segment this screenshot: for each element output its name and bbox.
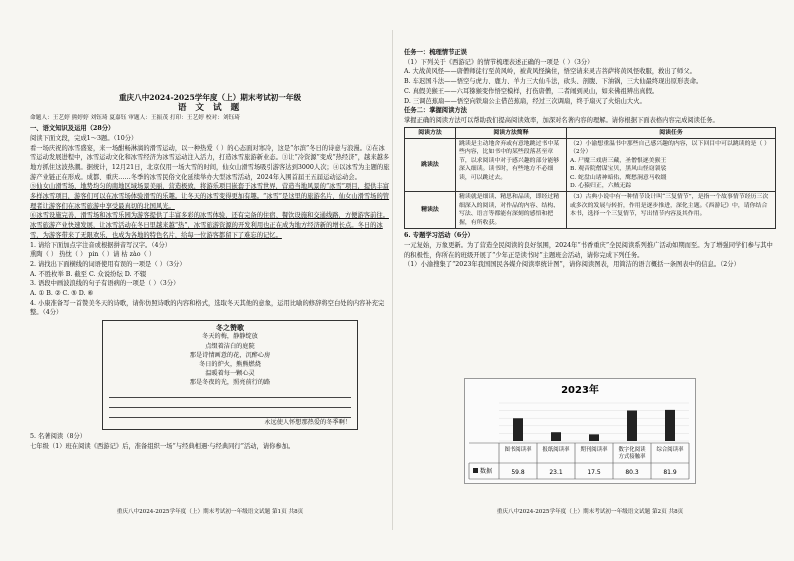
table-row xyxy=(405,139,776,192)
method-name: 精读法 xyxy=(405,192,456,229)
task-option[interactable]: C. 蛇盘山诸神暗佑，鹰愁涧意马收缰 xyxy=(570,174,667,181)
poem-line: 那是诗情画意的花，沉醉心房 xyxy=(189,351,271,359)
value-label: 81.9 xyxy=(663,469,677,476)
category-label: 方式接触率 xyxy=(618,454,646,460)
question-2-options[interactable]: A. 不胜枚举 B. 截至 C. 众说纷纭 D. 不辍 xyxy=(30,270,147,278)
value-label: 17.5 xyxy=(587,469,601,476)
section-one-heading: 一、语文知识及运用（28分） xyxy=(30,125,115,133)
answer-line[interactable] xyxy=(109,388,351,398)
poem-line: 冬日的炉火，熊熊燃烧 xyxy=(199,360,261,368)
value-label: 23.1 xyxy=(549,469,563,476)
method-task: （3）古典小说中有一种情节设计叫“三复情节”，是指一个故事情节经历三次或多次的发展与转折，作用是逐步推进，深化主题。《西游记》中，请你结合本书，选择一个三复情节，写出情节内容及其作用。 xyxy=(567,192,776,229)
table-row xyxy=(405,192,776,229)
question-1: 1. 请给下面加点字注音或根据拼音写汉字。（4分） xyxy=(30,241,172,249)
page-two xyxy=(404,48,776,518)
passage-paragraph-3: ⑥冰雪设施完善，滑雪场和冰雪乐园为游客提供了丰富多彩的冰雪体验，还有完备的住宿、餐饮设施和交通线路，方便游客前往。冰雪旅游产业快速发展，让冰雪活动在冬日里越来越“热”，冰雪旅游资源的开发利用也正在成为地方经济新的增长点。冬日的冰雪，为游客带来了无限欢乐，也成为各地的特色名片，给每一位游客都留下了难忘的记忆。 xyxy=(30,212,389,239)
page-footer: 重庆八中2024-2025学年度（上）期末考试初一年级语文试题 第2页 共8页 xyxy=(496,509,684,516)
page-footer: 重庆八中2024-2025学年度（上）期末考试初一年级语文试题 第1页 共8页 xyxy=(116,509,304,516)
poem-last-line: 永远使人怀想那热爱的冬季啊！ xyxy=(264,418,351,426)
task-text: （2）小渝想重温书中那些自己感兴趣的内容，以下回目中可以跳读的是（ ）（2分） xyxy=(570,141,771,156)
option-a[interactable]: A. 大战黄风怪——唐僧师徒行至黄风岭，被黄风怪擒住，悟空请来灵吉菩萨将黄风怪收服，救出了师父。 xyxy=(404,68,696,76)
page-one xyxy=(30,48,390,518)
activity-intro: 一元复始，万象更新。为了营造全民阅读的良好氛围，2024年“书香重庆”全民阅读系列推广活动如期而至。为了增强同学们参与其中的积极性，你所在的班级开展了“少年正是读书时”主题班会活动，请你完成下列任务。 xyxy=(404,241,773,259)
task-one-question: （1）下列关于《西游记》的情节梳理表述正确的一项是（ ）（3分） xyxy=(404,58,594,66)
method-description: 精读就是细读、精思和品读，即经过精细深入的阅读，对作品的内容、结构、写法、语言等都能有深刻的感悟和把握，有所收获。 xyxy=(456,192,567,229)
poem-line: 冬天的梅，静静绽放 xyxy=(202,333,258,341)
poem-line: 温暖着每一颗心灵 xyxy=(205,370,255,378)
task-two-heading: 任务二：掌握阅读方法 xyxy=(404,107,467,115)
bar xyxy=(627,410,637,441)
task-option[interactable]: B. 观音院僧谋宝贝，黑风山怪窃袈裟 xyxy=(570,166,667,173)
bar xyxy=(513,418,523,441)
category-label: 期刊阅读率 xyxy=(580,447,608,453)
method-description: 跳读是主动地舍弃或有意地跳过书中某些内容，比如书中的某些段落甚至章节，以求阅读中对于感兴趣的部分能够深入细读。读书时，有些地方不必细读，可以跳过去。 xyxy=(456,139,567,192)
table-header-cell: 阅读方法简释 xyxy=(456,127,567,138)
value-label: 59.8 xyxy=(511,469,525,476)
passage-paragraph-2: ⑤仙女山滑雪场，地势均匀的南地区域场景美丽，营造极致，将游乐项目嵌套于冰雪世界，营造当地风景的“冰雪”项目，提供丰富多样冰雪项目，游客们可以在冰雪场体验滑雪的乐趣。让冬天的冰雪变得更加有趣。“冰雪”是这里的旅游名片，仙女山滑雪场的管理者让游客们在冰雪旅游中享受最真切的北国风光。 xyxy=(30,183,390,210)
activity-heading: 6. 专题学习活动（6分） xyxy=(404,232,474,240)
bar xyxy=(589,434,599,441)
value-label: 80.3 xyxy=(625,469,639,476)
exam-title: 重庆八中2024-2025学年度（上）期末考试初一年级 xyxy=(118,93,302,102)
staff-line: 命题人：王艺婷 熊婷婷 刘钰琦 夏嘉钰 审题人：王振茂 打印：王艺婷 校对：刘钰琦 xyxy=(30,115,240,122)
question-4: 4. 小康准备写一首赞美冬天的诗歌，请你仿照诗歌的内容和格式，选取冬天其他的意象，运用比喻的修辞将空白处的内容补充完整。（4分） xyxy=(30,299,385,317)
activity-question: （1）小渝搜集了“2023年我国国民各媒介阅读率统计图”，请你阅读图表，用简洁的语言概括一条图表中的信息。（2分） xyxy=(404,261,740,269)
passage-paragraph-1: 看一场庆祝的冰雪盛宴，来一场酣畅淋漓的滑雪运动，以一种热爱（ ）的心态面对寒冷，这是“尔滨”冬日的诗意与浪漫。②在冰雪运动发展进程中，冰雪运动文化和冰雪经济为冰雪运动注入活力，打造冰雪旅游新业态。③让“冷资源”变成“热经济”，越来越多地方抓住这波热潮。据统计，12月21日，北京仅用一场大雪的时间，仙女山滑雪场吸引游客达到3000人次；④以冰雪为主题的旅游产业链正在形成。成都、重庆……冬季的冰雪民俗文化延续举办大型冰雪活动，2024年入围首届王五届运动运动会。 xyxy=(30,144,390,181)
option-b[interactable]: B. 车迟国斗法——悟空与虎力、鹿力、羊力三大仙斗法，砍头、剖腹、下油锅，三大仙最终现出原形丧命。 xyxy=(404,78,703,86)
poem-line: 点缀着洁白的庭院 xyxy=(205,342,255,350)
answer-line[interactable] xyxy=(109,408,351,418)
legend-swatch xyxy=(473,468,478,473)
method-name: 跳读法 xyxy=(405,139,456,192)
category-label: 数字化阅读 xyxy=(618,447,646,453)
task-one-heading: 任务一：梳理情节正误 xyxy=(404,49,467,56)
page-fold xyxy=(392,30,393,530)
question-2: 2. 请找出下面横线的词语使用有误的一项是（ ）（3分） xyxy=(30,260,186,268)
category-label: 报纸阅读率 xyxy=(542,447,570,453)
reading-rate-chart xyxy=(464,378,696,484)
category-label: 图书阅读率 xyxy=(504,447,532,453)
bar xyxy=(551,432,561,441)
poem-title: 冬之赞歌 xyxy=(216,323,244,333)
poem-line: 那是冬夜的光，照亮前行的路 xyxy=(189,379,271,387)
category-label: 综合阅读率 xyxy=(656,447,684,453)
reading-intro: 阅读下面文段，完成1～3题。（10分） xyxy=(30,134,138,142)
option-c[interactable]: C. 真假美猴王——六耳猕猴变作悟空模样，打伤唐僧，二者闹到灵山，如来佛祖辨出真假。 xyxy=(404,87,659,95)
table-header-cell: 阅读方法 xyxy=(405,127,456,138)
exam-subtitle: 语 文 试 题 xyxy=(177,102,243,113)
question-3: 3. 语段中画波浪线的句子有语病的一项是（ ）（3分） xyxy=(30,280,180,288)
chart-title: 2023年 xyxy=(561,385,599,396)
method-task xyxy=(567,139,776,192)
task-option[interactable]: D. 心猿归正，六贼无踪 xyxy=(570,183,632,190)
legend-label: 数据 xyxy=(480,468,493,475)
question-5-intro: 七年级（1）班在阅读《西游记》后，准备组织一场“与经典相遇·与经典同行”活动，请你参加。 xyxy=(30,442,295,450)
table-header-cell: 阅读任务 xyxy=(567,127,776,138)
question-1-blanks[interactable]: 熏陶（ ） 热忱（ ） pin（ ）请 枯 zào（ ） xyxy=(30,251,156,259)
question-5: 5. 名著阅读（8分） xyxy=(30,432,87,440)
chart-svg xyxy=(465,379,695,483)
bar xyxy=(665,410,675,441)
answer-line[interactable] xyxy=(109,398,351,408)
reading-method-table xyxy=(404,127,776,229)
question-3-options[interactable]: A. ① B. ② C. ⑤ D. ⑥ xyxy=(30,290,94,298)
task-option[interactable]: A. 尸魔三戏唐三藏，圣僧恨逐美猴王 xyxy=(570,157,667,164)
task-two-intro: 掌握正确的阅读方法可以帮助我们提高阅读效率，加深对名著内容的理解。请你根据下面表格内容完成阅读任务。 xyxy=(404,116,719,124)
poem-box xyxy=(102,320,358,430)
option-d[interactable]: D. 三调芭蕉扇——悟空向铁扇公主借芭蕉扇，经过三次调扇，终于扇灭了火焰山大火。 xyxy=(404,97,646,105)
